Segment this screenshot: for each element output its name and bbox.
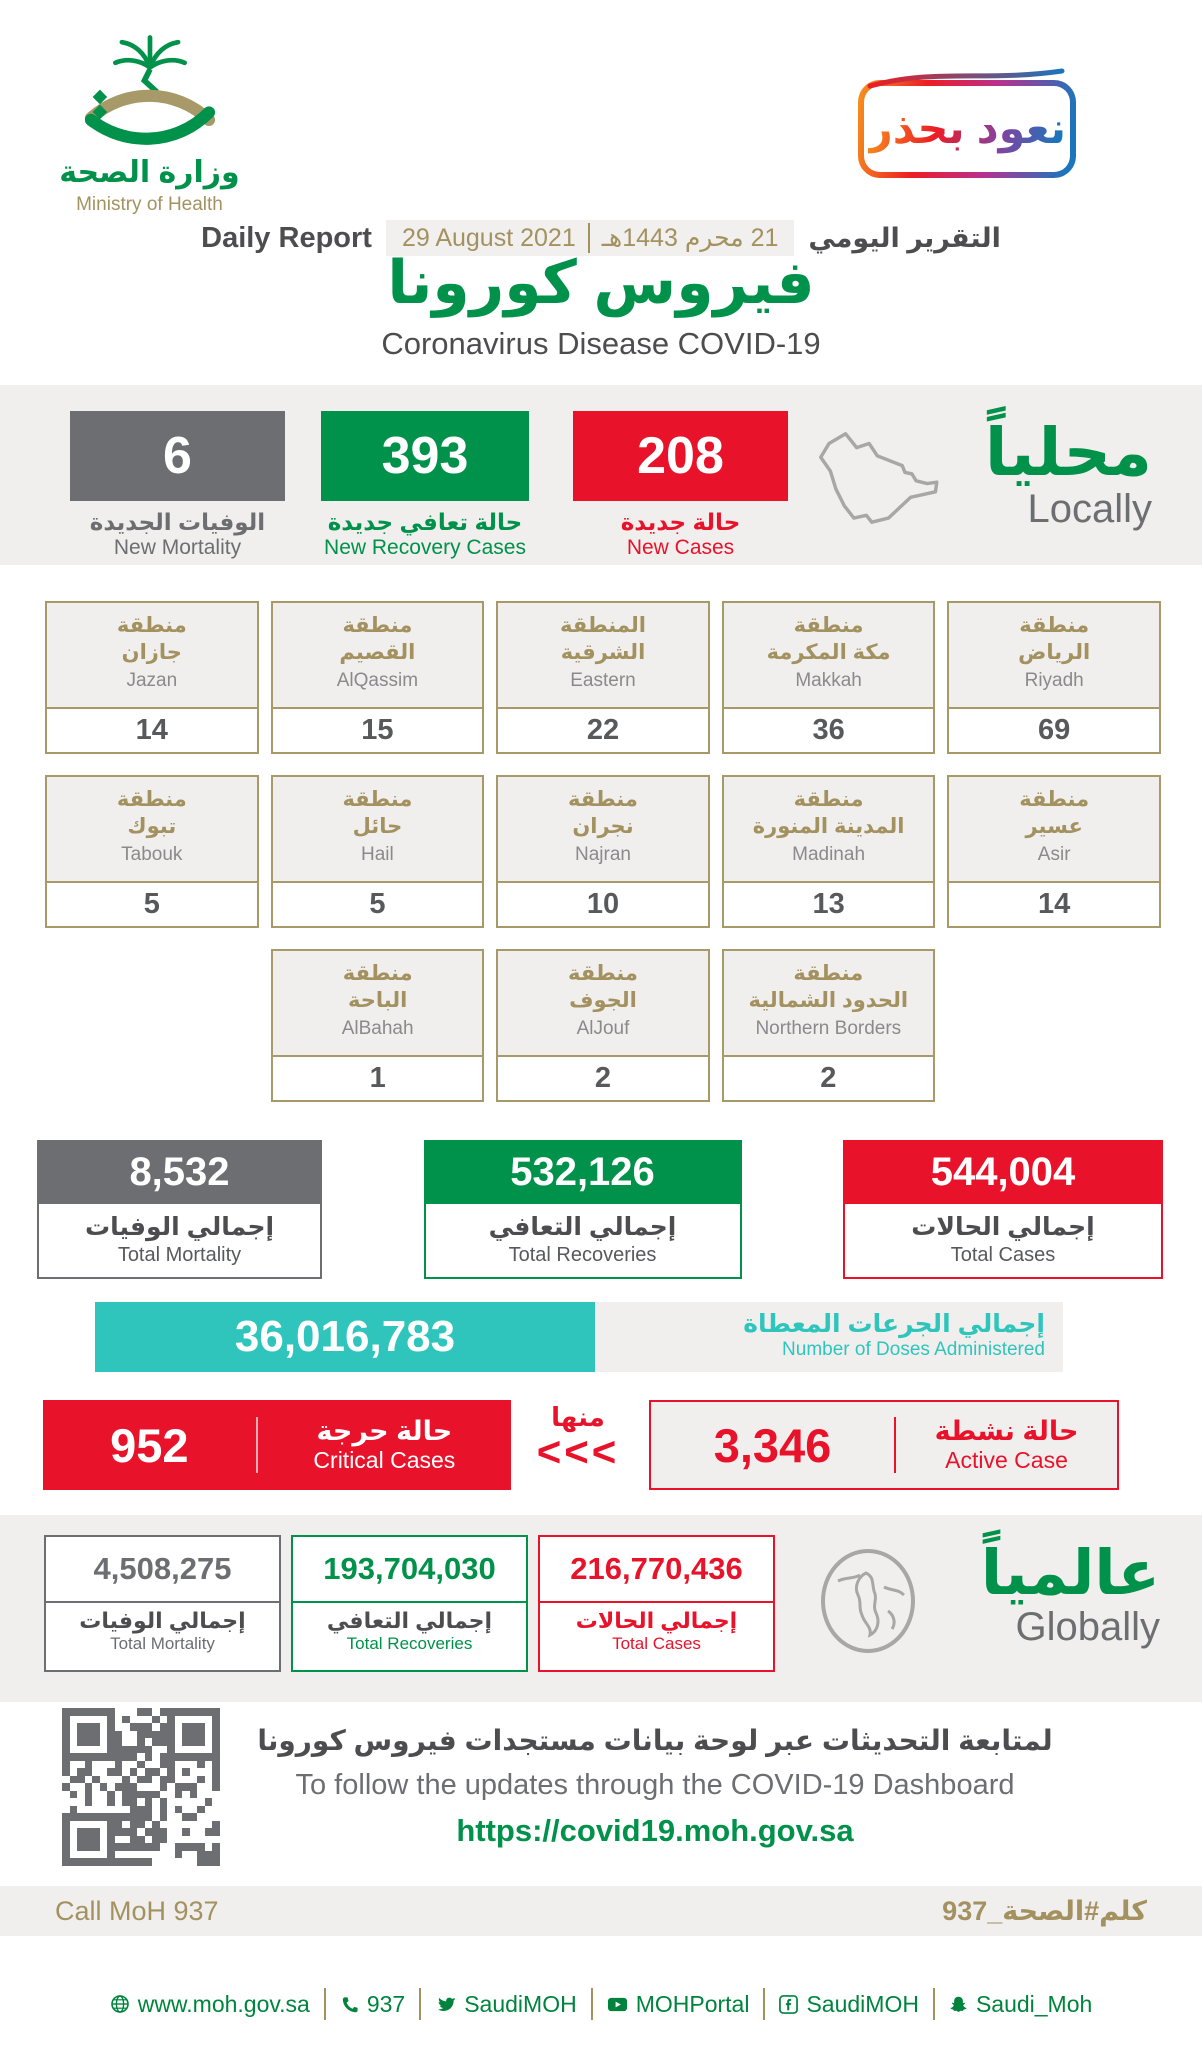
- region-card-northern-borders: [722, 949, 935, 1102]
- facebook-link[interactable]: [763, 1988, 932, 2020]
- locally-heading-en: Locally: [1027, 487, 1152, 531]
- region-ar-prefix: منطقة: [1019, 614, 1090, 637]
- global-recoveries-label-ar: إجمالي التعافي: [326, 1608, 493, 1633]
- locally-section: [0, 385, 1202, 565]
- local-totals-row: [37, 1140, 1163, 1279]
- phone-label: 937: [366, 1990, 406, 2017]
- region-ar-name: الرياض: [1018, 641, 1091, 665]
- global-cases-value: 216,770,436: [570, 1551, 743, 1586]
- region-en-name: Hail: [361, 843, 394, 865]
- snapchat-label: Saudi_Moh: [975, 1990, 1093, 2017]
- saudi-map-icon: [800, 421, 952, 560]
- globe-icon: [818, 1547, 918, 1660]
- region-ar-name: المدينة المنورة: [752, 815, 905, 839]
- region-row-1: [45, 601, 1161, 754]
- region-value: 2: [594, 1062, 612, 1094]
- region-ar-name: الباحة: [347, 989, 408, 1013]
- region-en-name: Eastern: [570, 669, 636, 691]
- critical-active-row: [0, 1400, 1202, 1492]
- new-mortality-value: 6: [70, 411, 285, 501]
- phone-link[interactable]: [324, 1988, 419, 2020]
- of-which-label: منها: [551, 1402, 605, 1432]
- globe-icon: [110, 1994, 130, 2014]
- region-cases-grid: [45, 601, 1161, 1102]
- region-value: 10: [586, 888, 620, 920]
- website-link[interactable]: [96, 1988, 324, 2020]
- chevrons-left-icon: <<<: [536, 1428, 620, 1475]
- region-ar-name: حائل: [352, 815, 403, 839]
- dashboard-url-link[interactable]: https://covid19.moh.gov.sa: [456, 1813, 854, 1848]
- region-value: 5: [369, 888, 386, 920]
- moh-logo-block: [42, 30, 257, 216]
- region-ar-name: الشرقية: [560, 641, 646, 665]
- region-row-3: [271, 949, 935, 1102]
- global-cases-label-ar: إجمالي الحالات: [575, 1608, 738, 1633]
- region-ar-name: عسير: [1025, 815, 1083, 839]
- region-value: 14: [135, 714, 168, 746]
- global-recoveries-box: [291, 1535, 528, 1672]
- active-cases-value: 3,346: [713, 1418, 832, 1472]
- region-en-name: Riyadh: [1024, 669, 1084, 691]
- new-cases-value: 208: [573, 411, 788, 501]
- region-ar-prefix: منطقة: [793, 788, 864, 811]
- active-cases-label-en: Active Case: [945, 1447, 1068, 1473]
- region-en-name: Northern Borders: [755, 1017, 902, 1039]
- region-card-asir: [947, 775, 1161, 928]
- region-ar-prefix: منطقة: [1019, 788, 1090, 811]
- region-value: 2: [820, 1062, 837, 1094]
- region-ar-prefix: منطقة: [342, 614, 413, 637]
- dashboard-text-ar: لمتابعة التحديثات عبر لوحة بيانات مستجدات فيروس كورونا: [257, 1725, 1053, 1756]
- youtube-icon: [607, 1996, 628, 2013]
- region-card-albahah: [271, 949, 484, 1102]
- region-value: 14: [1038, 888, 1071, 920]
- global-mortality-value: 4,508,275: [93, 1551, 232, 1586]
- globally-heading-ar: عالمياً: [980, 1539, 1160, 1608]
- global-mortality-box: [44, 1535, 281, 1672]
- twitter-label: SaudiMOH: [464, 1990, 577, 2017]
- region-en-name: Madinah: [792, 843, 866, 865]
- new-mortality-label-ar: الوفيات الجديدة: [89, 509, 266, 535]
- region-en-name: Makkah: [795, 669, 862, 691]
- region-card-makkah: [722, 601, 936, 754]
- total-mortality-label-ar: إجمالي الوفيات: [84, 1213, 275, 1241]
- total-cases-label-en: Total Cases: [950, 1244, 1056, 1266]
- region-en-name: AlQassim: [336, 669, 419, 691]
- new-cases-label-en: New Cases: [626, 536, 735, 559]
- hijri-date: 21 محرم 1443هـ: [588, 223, 779, 253]
- call-moh-label-ar: كلم#الصحة_937: [942, 1895, 1147, 1926]
- region-card-najran: [496, 775, 710, 928]
- total-mortality-label-en: Total Mortality: [117, 1244, 242, 1266]
- new-recovery-value: 393: [321, 411, 529, 501]
- region-en-name: Najran: [574, 843, 631, 865]
- region-en-name: Tabouk: [121, 843, 183, 865]
- region-card-tabouk: [45, 775, 259, 928]
- region-ar-name: الحدود الشمالية: [748, 989, 909, 1013]
- global-mortality-label-ar: إجمالي الوفيات: [79, 1608, 246, 1633]
- page-title-english: Coronavirus Disease COVID-19: [381, 326, 821, 361]
- region-value: 69: [1038, 714, 1071, 746]
- of-which-indicator: [514, 1402, 642, 1475]
- dashboard-info: [150, 1724, 1160, 1849]
- phone-icon: [340, 1995, 359, 2014]
- total-mortality-value: 8,532: [37, 1140, 322, 1204]
- total-recoveries-label-en: Total Recoveries: [508, 1244, 657, 1266]
- active-cases-label-ar: حالة نشطة: [934, 1416, 1079, 1446]
- total-mortality-box: [37, 1140, 322, 1279]
- global-cases-box: [538, 1535, 775, 1672]
- region-ar-name: مكة المكرمة: [766, 641, 891, 665]
- daily-report-label-ar: التقرير اليومي: [808, 222, 1001, 253]
- region-value: 13: [812, 888, 845, 920]
- region-card-jazan: [45, 601, 259, 754]
- twitter-link[interactable]: [419, 1988, 590, 2020]
- doses-value: 36,016,783: [95, 1302, 595, 1372]
- twitter-icon: [435, 1995, 456, 2014]
- global-cases-label-en: Total Cases: [612, 1634, 701, 1653]
- locally-heading: [985, 411, 1152, 560]
- region-card-eastern: [496, 601, 710, 754]
- badge-swoosh-icon: [866, 66, 1066, 90]
- badge-label: نعود بحذر: [867, 105, 1067, 153]
- region-ar-prefix: منطقة: [116, 788, 187, 811]
- region-en-name: Jazan: [126, 669, 178, 691]
- region-en-name: AlJouf: [576, 1017, 630, 1039]
- active-cases-box: [649, 1400, 1119, 1490]
- logo-english-name: Ministry of Health: [76, 194, 223, 215]
- dashboard-text-en: To follow the updates through the COVID-19 Dashboard: [295, 1769, 1015, 1801]
- region-value: 36: [812, 714, 845, 746]
- new-mortality-label-en: New Mortality: [113, 536, 242, 559]
- region-ar-name: تبوك: [127, 815, 177, 839]
- doses-label-en: Number of Doses Administered: [782, 1339, 1045, 1360]
- badge-inner: [864, 86, 1070, 172]
- region-card-madinah: [722, 775, 936, 928]
- region-ar-name: جازان: [121, 641, 182, 665]
- snapchat-link[interactable]: [933, 1988, 1106, 2020]
- doses-labels: [595, 1302, 1063, 1372]
- region-ar-prefix: منطقة: [342, 962, 413, 985]
- critical-cases-label-ar: حالة حرجة: [316, 1416, 453, 1446]
- snapchat-icon: [949, 1995, 968, 2014]
- region-ar-name: القصيم: [339, 641, 416, 665]
- region-value: 15: [361, 714, 394, 746]
- gregorian-date: 29 August 2021: [401, 223, 576, 252]
- youtube-label: MOHPortal: [635, 1990, 750, 2017]
- region-value: 1: [369, 1062, 386, 1094]
- youtube-link[interactable]: [591, 1988, 764, 2020]
- return-with-caution-badge: [858, 80, 1076, 178]
- region-en-name: AlBahah: [341, 1017, 414, 1039]
- region-card-riyadh: [947, 601, 1161, 754]
- globally-section: [0, 1515, 1202, 1702]
- global-recoveries-value: 193,704,030: [323, 1551, 496, 1586]
- new-mortality-stat: [70, 411, 285, 560]
- new-recovery-label-en: New Recovery Cases: [324, 536, 526, 559]
- region-value: 5: [143, 888, 160, 920]
- global-recoveries-label-en: Total Recoveries: [346, 1634, 473, 1653]
- region-ar-prefix: منطقة: [793, 962, 864, 985]
- region-row-2: [45, 775, 1161, 928]
- call-moh-label-en: Call MoH 937: [55, 1895, 219, 1926]
- region-card-hail: [271, 775, 485, 928]
- facebook-icon: [779, 1995, 798, 2014]
- region-ar-prefix: منطقة: [568, 962, 638, 985]
- locally-heading-ar: محلياً: [984, 415, 1152, 489]
- social-links-bar: [0, 1988, 1202, 2020]
- region-card-alqassim: [271, 601, 485, 754]
- new-recovery-label-ar: حالة تعافي جديدة: [327, 509, 523, 535]
- new-recovery-stat: [321, 411, 529, 560]
- region-value: 22: [586, 714, 620, 746]
- footer-call-bar: [0, 1886, 1202, 1936]
- new-cases-stat: [573, 411, 788, 560]
- critical-cases-box: [43, 1400, 511, 1490]
- total-cases-box: [843, 1140, 1163, 1279]
- region-ar-prefix: منطقة: [342, 788, 413, 811]
- facebook-label: SaudiMOH: [806, 1990, 919, 2017]
- region-ar-name: نجران: [572, 815, 634, 839]
- total-recoveries-label-ar: إجمالي التعافي: [488, 1213, 677, 1241]
- global-mortality-label-en: Total Mortality: [110, 1634, 215, 1653]
- region-ar-prefix: منطقة: [568, 788, 638, 811]
- region-ar-prefix: منطقة: [793, 614, 864, 637]
- region-card-aljouf: [496, 949, 709, 1102]
- critical-cases-label-en: Critical Cases: [313, 1447, 456, 1473]
- region-ar-name: الجوف: [569, 989, 637, 1013]
- moh-logo-icon: [70, 30, 230, 148]
- daily-report-label-en: Daily Report: [201, 221, 372, 254]
- page-title-arabic: فيروس كورونا: [387, 249, 815, 316]
- region-ar-prefix: منطقة: [116, 614, 187, 637]
- total-recoveries-value: 532,126: [424, 1140, 742, 1204]
- region-en-name: Asir: [1037, 843, 1071, 865]
- doses-label-ar: إجمالي الجرعات المعطاة: [743, 1310, 1045, 1338]
- globally-heading: [980, 1539, 1160, 1650]
- globally-heading-en: Globally: [1015, 1605, 1160, 1649]
- critical-cases-value: 952: [110, 1418, 189, 1472]
- total-recoveries-box: [424, 1140, 742, 1279]
- region-ar-prefix: المنطقة: [559, 614, 646, 637]
- logo-arabic-name: وزارة الصحة: [59, 156, 240, 189]
- doses-administered-bar: [95, 1302, 1063, 1372]
- total-cases-value: 544,004: [843, 1140, 1163, 1204]
- total-cases-label-ar: إجمالي الحالات: [911, 1213, 1095, 1241]
- website-label: www.moh.gov.sa: [137, 1990, 310, 2017]
- new-cases-label-ar: حالة جديدة: [620, 509, 741, 535]
